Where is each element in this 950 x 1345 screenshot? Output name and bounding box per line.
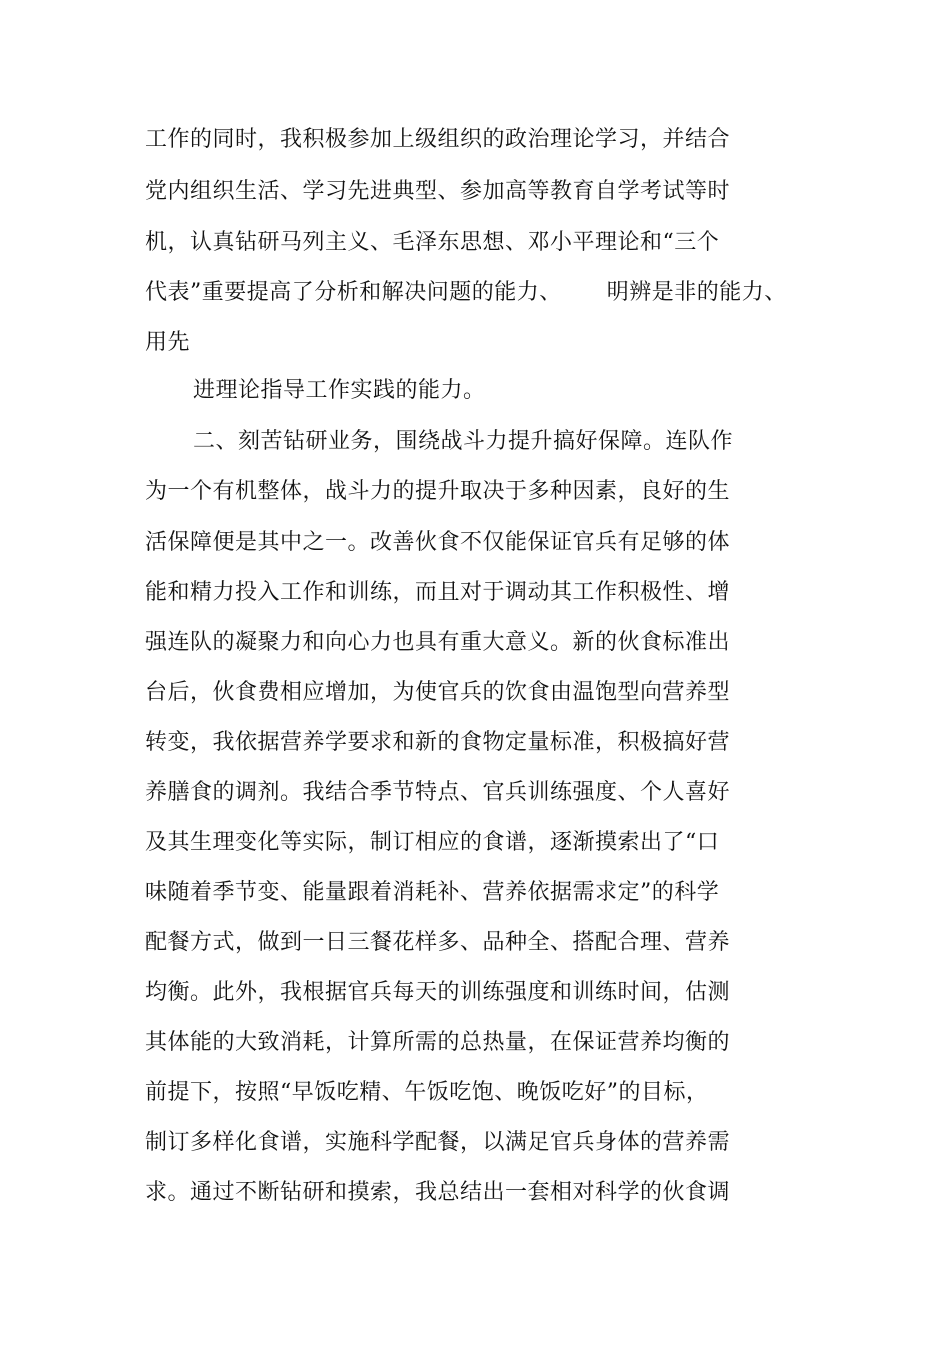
text-line: 及其生理变化等实际，制订相应的食谱，逐渐摸索出了“口	[145, 830, 720, 855]
text-line: 强连队的凝聚力和向心力也具有重大意义。新的伙食标准出	[145, 630, 731, 655]
text-line: 用先	[145, 330, 191, 355]
text-line: 其体能的大致消耗，计算所需的总热量，在保证营养均衡的	[145, 1030, 731, 1055]
text-line: 味随着季节变、能量跟着消耗补、营养依据需求定”的科学	[145, 880, 720, 905]
text-line: 进理论指导工作实践的能力。	[193, 378, 486, 403]
text-line: 配餐方式，做到一日三餐花样多、品种全、搭配合理、营养	[145, 930, 731, 955]
text-line: 均衡。此外，我根据官兵每天的训练强度和训练时间，估测	[145, 980, 731, 1005]
text-line: 前提下，按照“早饭吃精、午饭吃饱、晚饭吃好”的目标，	[145, 1080, 709, 1105]
text-line: 党内组织生活、学习先进典型、参加高等教育自学考试等时	[145, 179, 731, 204]
text-line: 工作的同时，我积极参加上级组织的政治理论学习，并结合	[145, 127, 731, 152]
text-line: 台后，伙食费相应增加，为使官兵的饮食由温饱型向营养型	[145, 680, 731, 705]
text-line: 制订多样化食谱，实施科学配餐，以满足官兵身体的营养需	[145, 1130, 731, 1155]
text-line: 机，认真钻研马列主义、毛泽东思想、邓小平理论和“三个	[145, 230, 720, 255]
text-line: 转变，我依据营养学要求和新的食物定量标准，积极搞好营	[145, 730, 731, 755]
text-line: 为一个有机整体，战斗力的提升取决于多种因素，良好的生	[145, 479, 731, 504]
text-line: 代表”重要提高了分析和解决问题的能力、 明辨是非的能力、	[145, 280, 787, 305]
text-line: 能和精力投入工作和训练，而且对于调动其工作积极性、增	[145, 580, 731, 605]
paragraph-heading-line: 二、刻苦钻研业务，围绕战斗力提升搞好保障。连队作	[193, 429, 734, 454]
text-line: 养膳食的调剂。我结合季节特点、官兵训练强度、个人喜好	[145, 780, 731, 805]
text-line: 活保障便是其中之一。改善伙食不仅能保证官兵有足够的体	[145, 530, 731, 555]
text-line: 求。通过不断钻研和摸索，我总结出一套相对科学的伙食调	[145, 1180, 731, 1205]
